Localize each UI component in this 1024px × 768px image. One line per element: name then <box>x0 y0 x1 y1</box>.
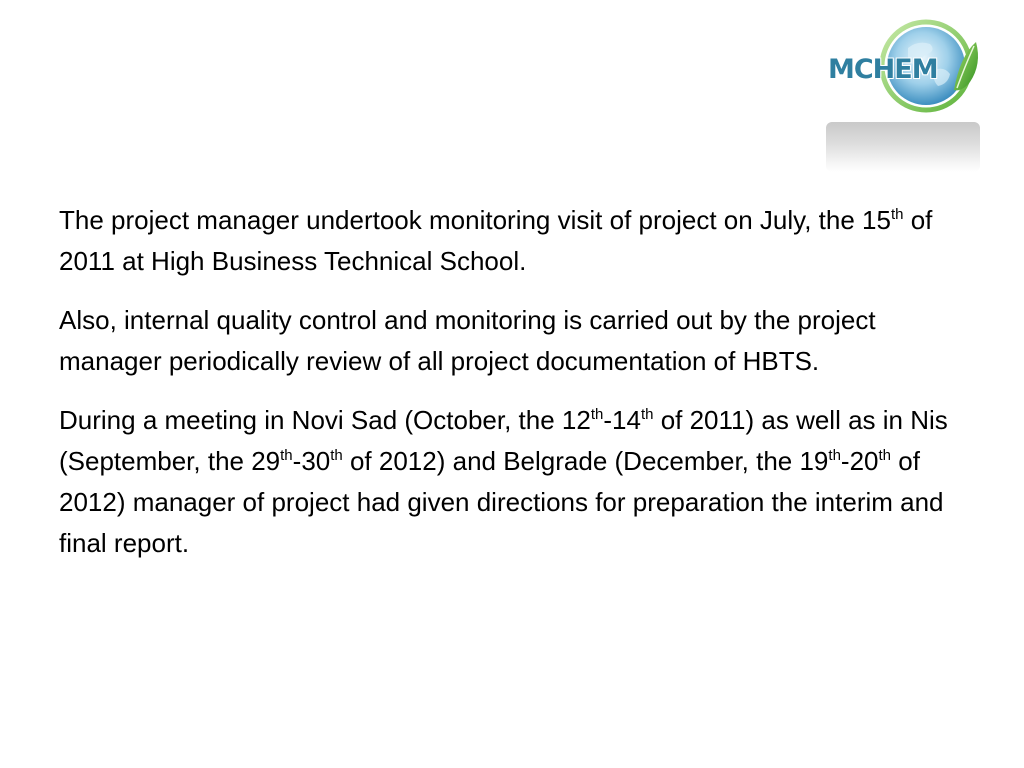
paragraph-quality-control <box>59 300 979 382</box>
text-run: of 2012) and Belgrade (December, the 19 <box>342 446 829 476</box>
slide-content <box>59 200 979 582</box>
text-run: -30 <box>292 446 331 476</box>
text-run: During a meeting in Novi Sad (October, the 12 <box>59 405 591 435</box>
text-run: of 2012) manager of project had given directions for preparation the interim and final report. <box>59 446 944 558</box>
paragraph-meetings <box>59 400 979 564</box>
superscript: th <box>878 447 892 464</box>
text-run: -20 <box>840 446 879 476</box>
text-run: -14 <box>603 405 641 435</box>
superscript: th <box>828 447 841 464</box>
paragraph-monitoring-visit <box>59 200 979 282</box>
superscript: th <box>330 447 343 464</box>
text-run: The project manager undertook monitoring visit of project on July, the 15 <box>59 205 891 235</box>
mchem-logo <box>826 18 982 172</box>
text-run: Also, internal quality control and monitoring is carried out by the project manager periodically review of all project documentation of HBTS. <box>59 305 876 376</box>
superscript: th <box>890 206 904 223</box>
text-run: of 2011) as well as in Nis (September, the 29 <box>59 405 948 476</box>
superscript: th <box>280 447 293 464</box>
superscript: th <box>640 406 654 423</box>
superscript: th <box>590 406 604 423</box>
logo-text: MCHEM <box>828 54 938 85</box>
text-run: of 2011 at High Business Technical School. <box>59 205 933 276</box>
logo-reflection <box>826 122 980 172</box>
